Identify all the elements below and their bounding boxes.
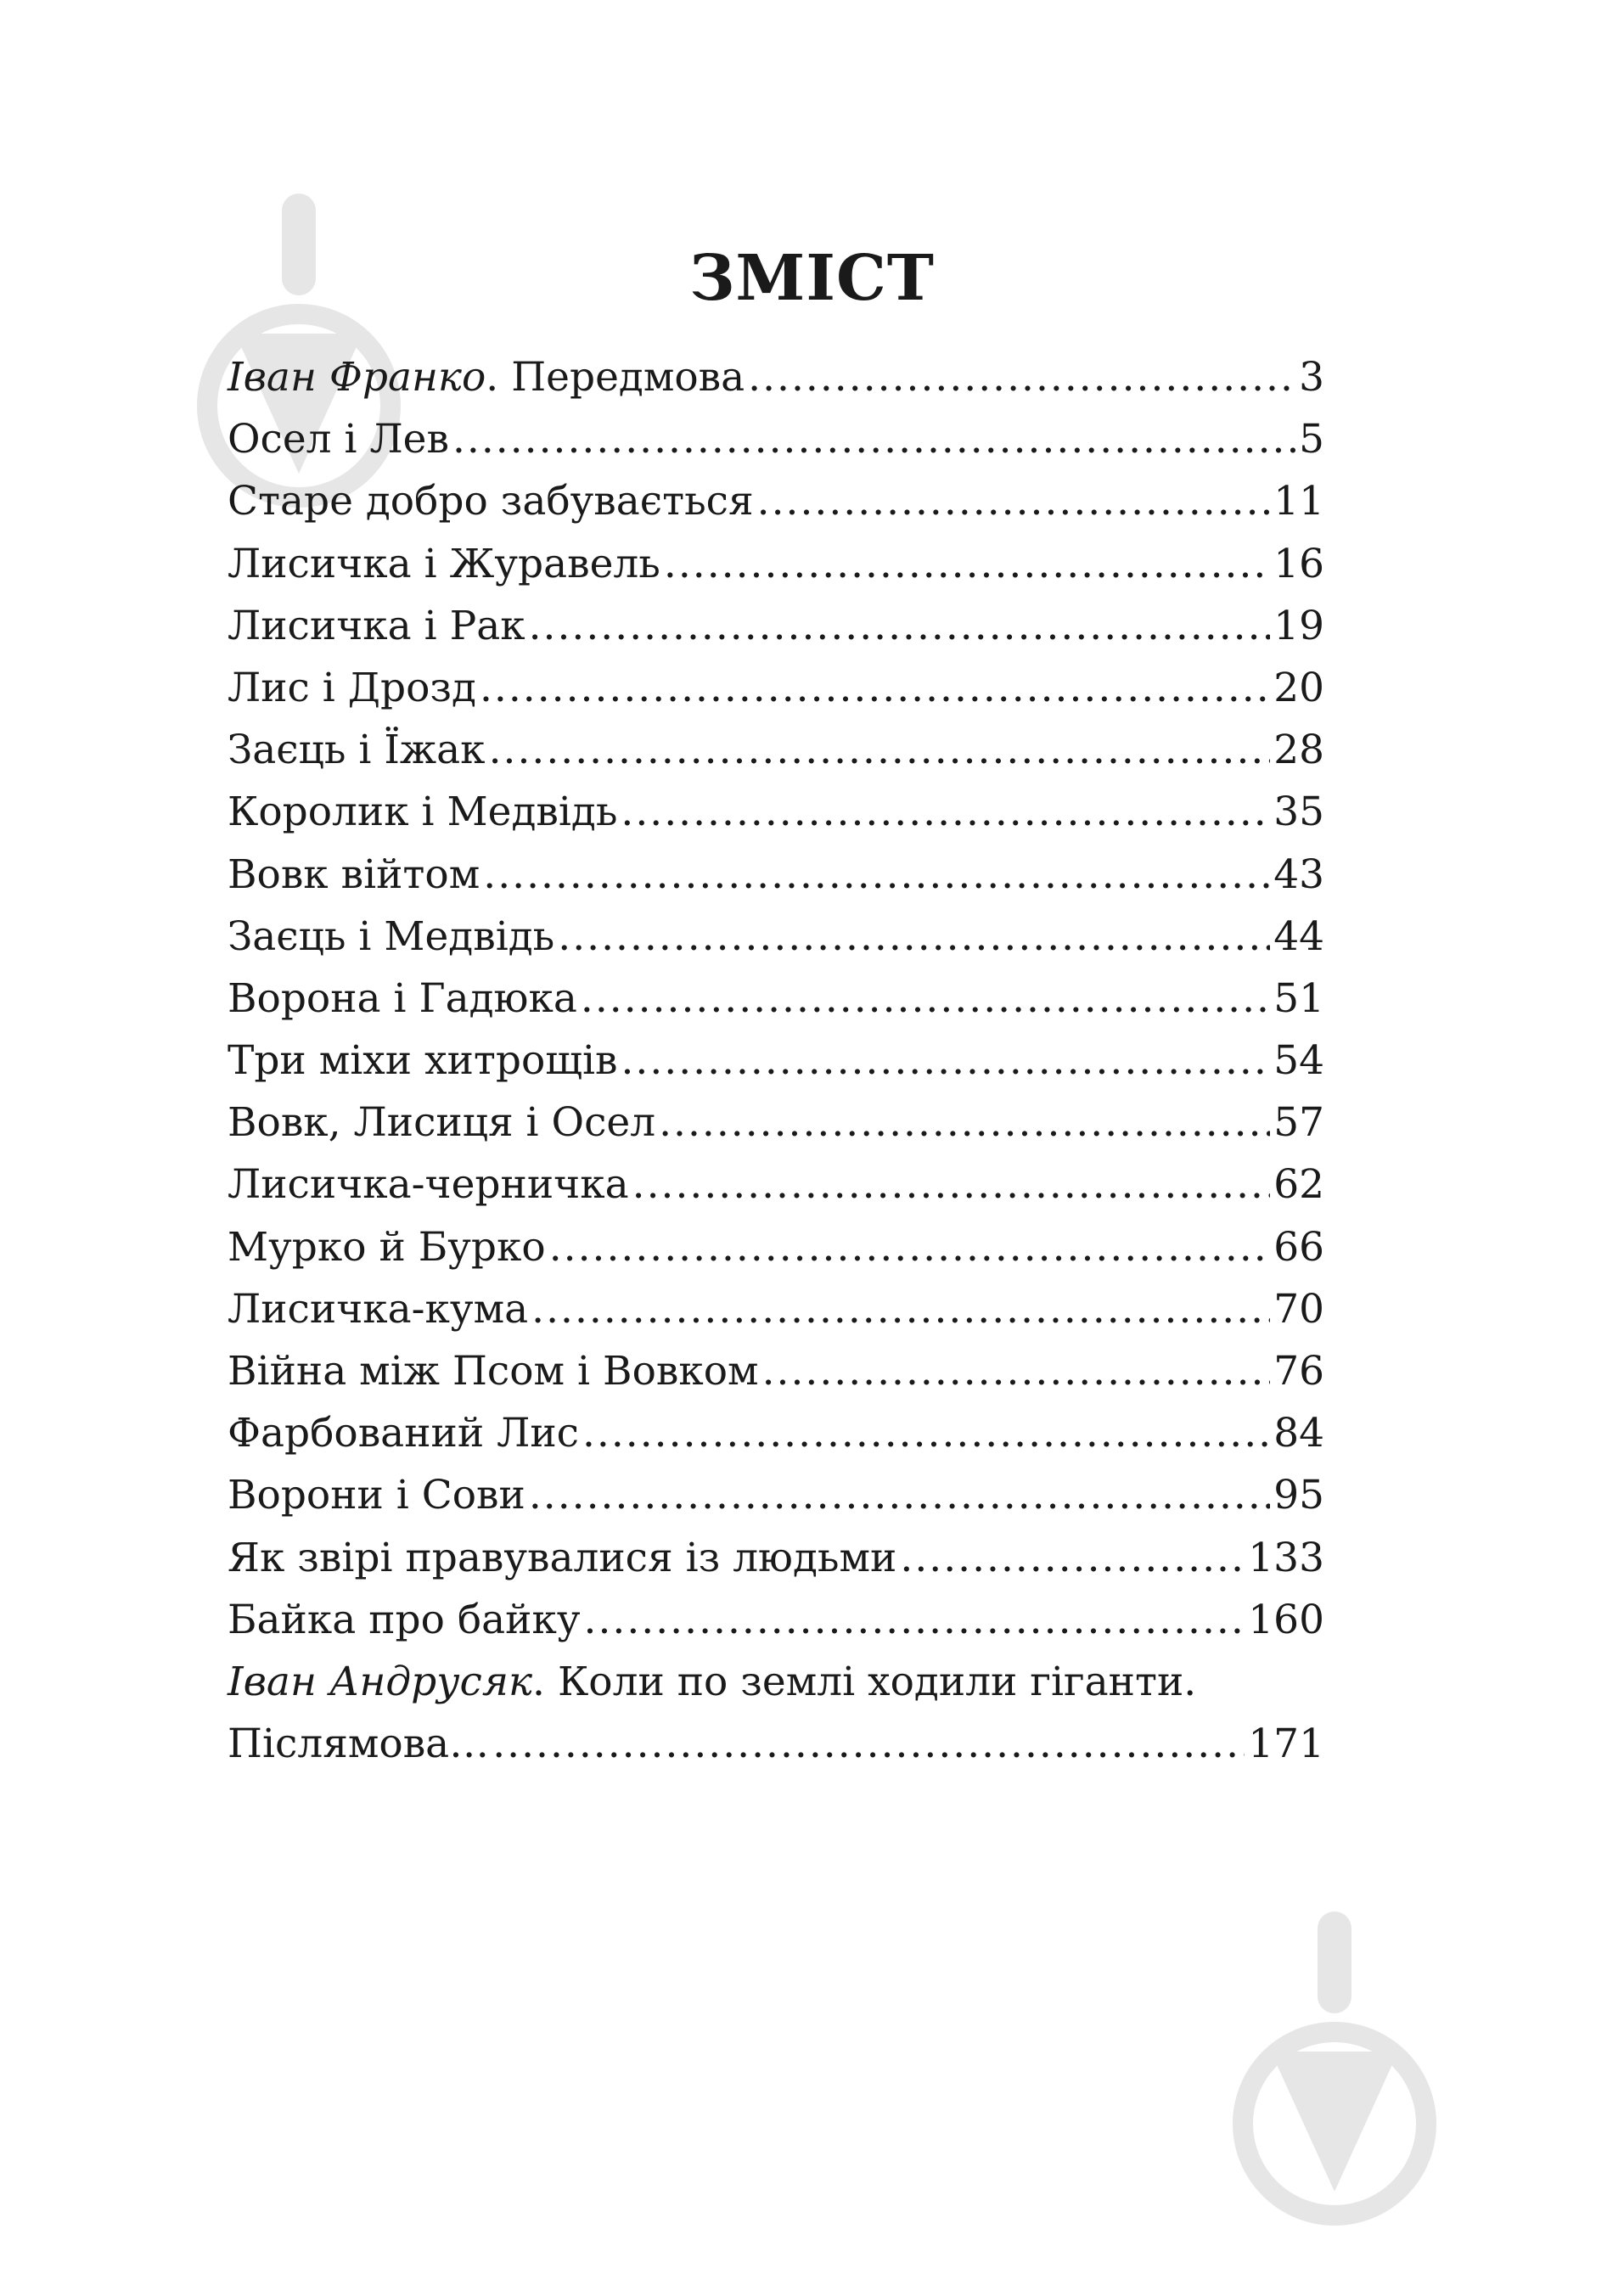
- dot-leader: [582, 1402, 1270, 1464]
- toc-entry-author: Іван Франко: [228, 354, 486, 401]
- toc-entry-page: 19: [1273, 602, 1324, 649]
- toc-entry-title: [228, 1464, 525, 1526]
- toc-entry-title: [228, 1402, 579, 1464]
- toc-entry-text: Фарбований Лис: [228, 1410, 579, 1457]
- toc-entry-title: [228, 408, 449, 470]
- dot-leader: [621, 1030, 1270, 1092]
- toc-entry: [228, 719, 1324, 781]
- dot-leader: [748, 346, 1295, 408]
- toc-entry-separator: .: [532, 1658, 558, 1705]
- toc-entry-text: Лисичка-черничка: [228, 1161, 629, 1209]
- toc-entry-title: [228, 595, 525, 657]
- toc-entry-text: Лисичка і Рак: [228, 602, 525, 649]
- toc-entry-page: 95: [1273, 1472, 1324, 1519]
- toc-entry-title: [228, 346, 745, 408]
- toc-entry-page: 66: [1273, 1223, 1324, 1271]
- toc-entry: [228, 781, 1324, 843]
- dot-leader: [483, 844, 1270, 906]
- toc-entry-page: 51: [1273, 974, 1324, 1022]
- toc-entry: [228, 1278, 1324, 1340]
- toc-entry-page: 16: [1273, 540, 1324, 587]
- toc-entry: [228, 1216, 1324, 1278]
- toc-entry-page: 20: [1273, 664, 1324, 711]
- dot-leader: [584, 1589, 1245, 1651]
- toc-entry-separator: .: [486, 354, 512, 401]
- toc-entry-page: 28: [1273, 727, 1324, 774]
- dot-leader: [489, 719, 1271, 781]
- toc-entry-multiline-first: [228, 1651, 1324, 1713]
- toc-entry-page: 54: [1273, 1037, 1324, 1085]
- dot-leader: [558, 906, 1270, 968]
- toc-entry-title: [228, 1527, 896, 1589]
- download-arrow-icon: [1233, 1911, 1436, 2234]
- toc-entry-title: [228, 844, 480, 906]
- toc-entry: [228, 346, 1324, 408]
- toc-entry: [228, 408, 1324, 470]
- toc-entry-page: 133: [1248, 1534, 1324, 1581]
- toc-entry: [228, 1092, 1324, 1154]
- toc-entry-title: [228, 533, 660, 595]
- toc-entry: [228, 1589, 1324, 1651]
- toc-entry-text: Як звірі правувалися із людьми: [228, 1534, 897, 1581]
- toc-entry: [228, 1464, 1324, 1526]
- toc-entry: [228, 906, 1324, 968]
- toc-entry-page: 70: [1273, 1285, 1324, 1333]
- toc-entry-text: Ворони і Сови: [228, 1472, 525, 1519]
- dot-leader: [531, 1278, 1270, 1340]
- dot-leader: [529, 1464, 1270, 1526]
- dot-leader: [581, 968, 1270, 1030]
- toc-entry-text: Заєць і Медвідь: [228, 912, 555, 960]
- toc-entry-title: [228, 1278, 528, 1340]
- toc-entry-text: Заєць і Їжак: [228, 727, 486, 774]
- toc-entry-text: Осел і Лев: [228, 416, 449, 463]
- toc-entry-page: 43: [1273, 850, 1324, 898]
- toc-entry-title: [228, 657, 476, 719]
- dot-leader: [757, 470, 1271, 532]
- dot-leader: [664, 533, 1270, 595]
- dot-leader: [621, 781, 1270, 843]
- toc-entry-title: [228, 1092, 655, 1154]
- toc-entry-text: Мурко й Бурко: [228, 1223, 546, 1271]
- toc-entry-page: 5: [1299, 416, 1324, 463]
- toc-entry: [228, 968, 1324, 1030]
- dot-leader: [632, 1154, 1271, 1215]
- toc-entry-title: [228, 1030, 617, 1092]
- toc-entry-page: 57: [1273, 1099, 1324, 1147]
- toc-entry: [228, 533, 1324, 595]
- toc-entry-title: [228, 1589, 581, 1651]
- toc-entry-text: Вовк, Лисиця і Осел: [228, 1099, 656, 1147]
- toc-entry-multiline-second: [228, 1713, 1324, 1775]
- toc-entry-text: Лисичка і Журавель: [228, 540, 660, 587]
- toc-entry-text: Післямова…: [228, 1721, 490, 1768]
- toc-entry: [228, 470, 1324, 532]
- toc-entry: [228, 1527, 1324, 1589]
- page-title: ЗМІСТ: [689, 241, 935, 315]
- toc-entry-page: 11: [1273, 478, 1324, 525]
- toc-entry-author: Іван Андрусяк: [228, 1658, 533, 1705]
- toc-entry-text: Три міхи хитрощів: [228, 1037, 618, 1085]
- toc-entry-text: Лисичка-кума: [228, 1285, 529, 1333]
- toc-entry-page: 171: [1248, 1721, 1324, 1768]
- toc-entry: [228, 1030, 1324, 1092]
- toc-entry-title: [228, 470, 754, 532]
- toc-entry-title: [228, 906, 554, 968]
- toc-entry-title: [228, 781, 617, 843]
- toc-entry-text: Байка про байку: [228, 1596, 581, 1643]
- toc-entry: [228, 1402, 1324, 1464]
- toc-entry-title: [228, 968, 577, 1030]
- toc-entry-text: Вовк війтом: [228, 850, 480, 898]
- toc-entry-page: 84: [1273, 1410, 1324, 1457]
- dot-leader: [529, 595, 1271, 657]
- dot-leader: [452, 408, 1295, 470]
- toc-entry-title: [228, 719, 486, 781]
- toc-entry-text: Старе добро забувається: [228, 478, 754, 525]
- toc-entry: [228, 844, 1324, 906]
- dot-leader: [549, 1216, 1270, 1278]
- toc-entry-page: 44: [1273, 912, 1324, 960]
- toc-entry-text: Передмова: [511, 354, 745, 401]
- dot-leader: [762, 1340, 1271, 1402]
- toc-entry-text: Королик і Медвідь: [228, 789, 618, 836]
- toc-entry-text: Війна між Псом і Вовком: [228, 1348, 759, 1395]
- dot-leader: [900, 1527, 1245, 1589]
- toc-entry-page: 76: [1273, 1348, 1324, 1395]
- toc-entry-title: [228, 1154, 629, 1215]
- toc-entry-title: [228, 1340, 759, 1402]
- dot-leader: [492, 1713, 1245, 1775]
- toc-entry-page: 160: [1248, 1596, 1324, 1643]
- toc-entry-page: 35: [1273, 789, 1324, 836]
- dot-leader: [659, 1092, 1270, 1154]
- toc-entry: [228, 1154, 1324, 1215]
- toc-entry: [228, 657, 1324, 719]
- toc-entry-text: Лис і Дрозд: [228, 664, 476, 711]
- table-of-contents: [228, 346, 1324, 1775]
- toc-entry-title: [228, 1216, 546, 1278]
- toc-entry-text: Коли по землі ходили гіганти.: [557, 1658, 1197, 1705]
- toc-entry-page: 3: [1299, 354, 1324, 401]
- toc-entry-page: 62: [1273, 1161, 1324, 1209]
- toc-entry-text: Ворона і Гадюка: [228, 974, 577, 1022]
- toc-entry: [228, 595, 1324, 657]
- dot-leader: [480, 657, 1270, 719]
- toc-entry: [228, 1340, 1324, 1402]
